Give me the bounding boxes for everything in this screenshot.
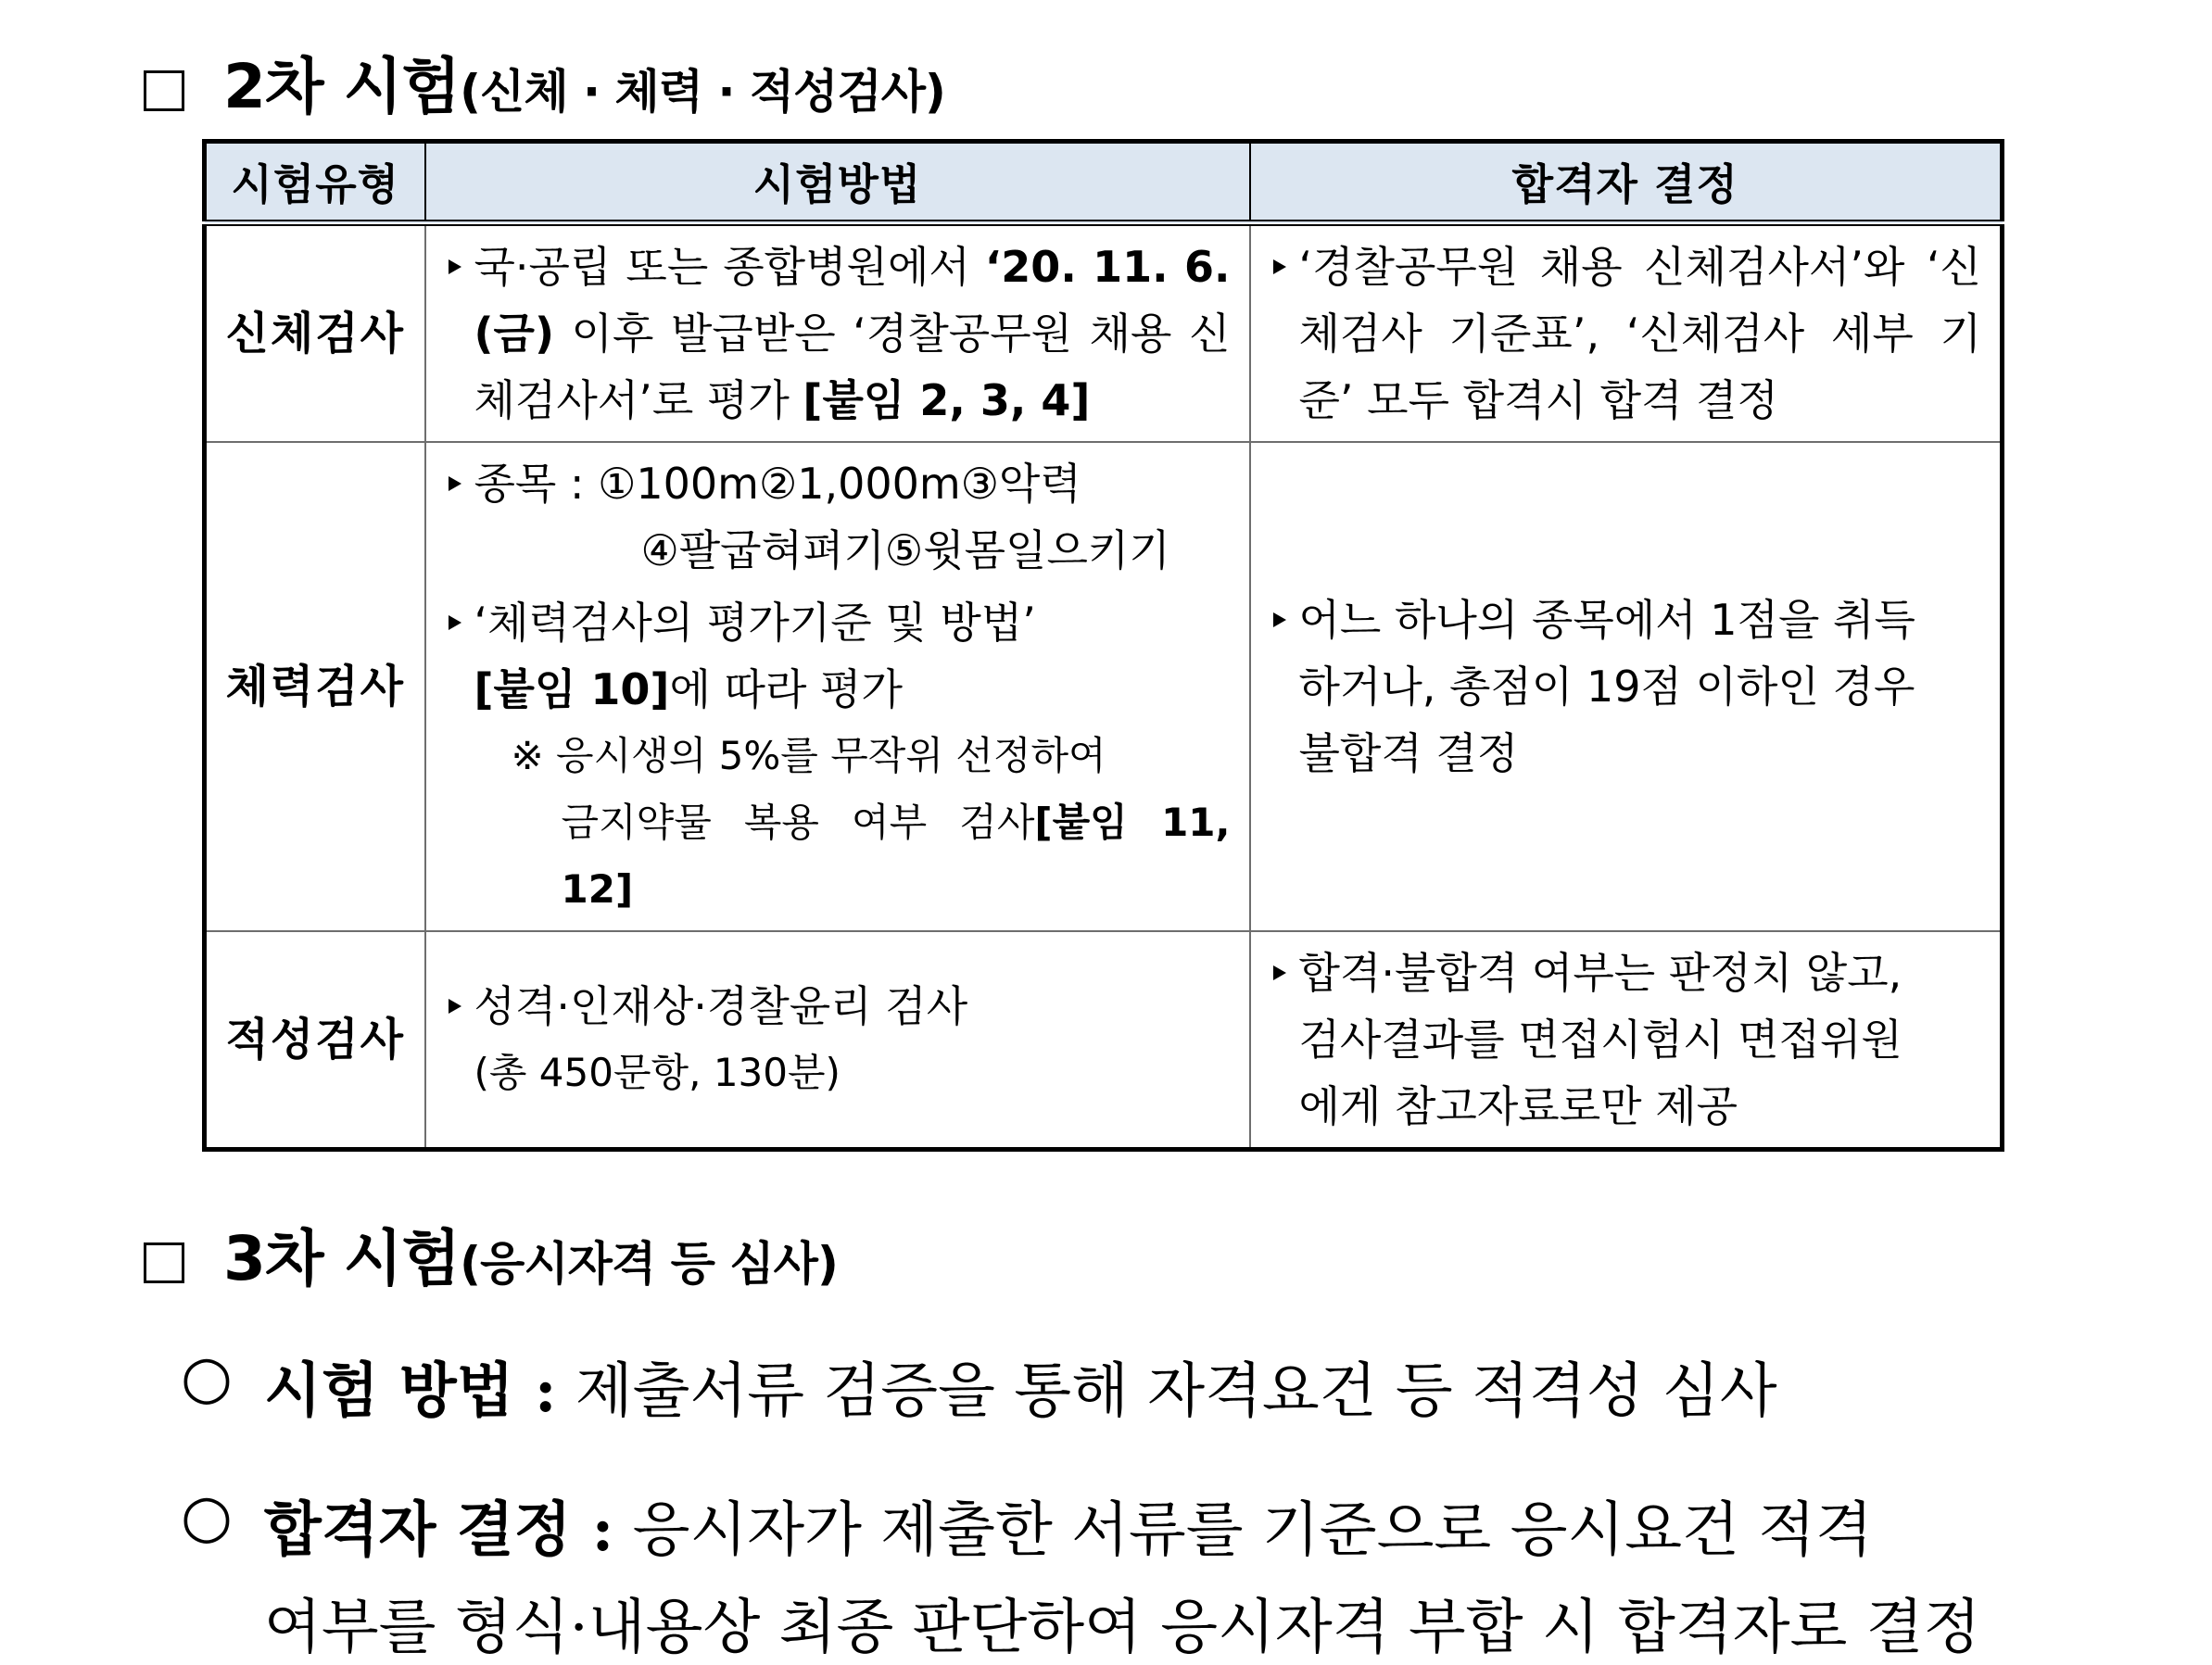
list-item	[1273, 587, 1982, 787]
table-row	[205, 223, 2003, 443]
checkbox-square-icon	[144, 70, 184, 111]
bullet-label: 시험 방법 :	[264, 1356, 557, 1426]
row-type: 체력검사	[205, 442, 425, 931]
exam-table	[202, 139, 2004, 1152]
method-text: 종목 : ①100m②1,000m③악력	[474, 459, 1081, 509]
attachment-ref: [붙임 11, 12]	[561, 800, 1231, 912]
circle-bullet-icon: ○	[181, 1482, 233, 1551]
row-decision	[1250, 223, 2003, 443]
row-method	[425, 442, 1250, 931]
list-item	[1273, 940, 1982, 1140]
bullet-text: 제출서류 검증을 통해 자격요건 등 적격성 심사	[556, 1357, 1777, 1426]
method-text: ‘체력검사의 평가기준 및 방법’	[474, 598, 1036, 648]
decision-text: 하거나, 총점이 19점 이하인 경우	[1298, 662, 1915, 712]
method-text: 국·공립 또는 종합병원에서	[474, 242, 985, 292]
decision-text: 기준’ 모두 합격시 합격 결정	[1298, 309, 1982, 425]
row-decision	[1250, 442, 2003, 931]
list-item	[449, 233, 1231, 434]
list-item	[1273, 233, 1982, 434]
header-exam-method: 시험방법	[425, 142, 1250, 223]
section-2-title: 2차 시험	[223, 51, 461, 122]
method-text: (총 450문항, 130분)	[474, 1050, 841, 1095]
checkbox-square-icon	[144, 1242, 184, 1283]
table-row	[205, 442, 2003, 931]
list-item	[449, 589, 1231, 923]
bullet-text: 응시자가 제출한 서류를 기준으로 응시요건 적격	[613, 1496, 1873, 1565]
decision-text: ‘신체검사 기준표’, ‘신체검사 세부	[1298, 242, 1981, 359]
attachment-ref: [붙임 2, 3, 4]	[803, 375, 1091, 425]
table-header-row	[205, 142, 2003, 223]
row-method	[425, 223, 1250, 443]
note-text: ※ 응시생의 5%를 무작위 선정하여	[511, 733, 1106, 778]
decision-text: 검사결과를 면접시험시 면접위원	[1298, 1015, 1902, 1065]
decision-text: 어느 하나의 종목에서 1점을 취득	[1298, 595, 1915, 645]
method-text: 에 따라 평가	[669, 664, 903, 714]
table-row	[205, 931, 2003, 1150]
section-3-heading	[144, 1209, 838, 1297]
bullet-label: 합격자 결정 :	[264, 1495, 614, 1565]
method-text: 성격·인재상·경찰윤리 검사	[474, 981, 968, 1031]
list-item	[449, 450, 1231, 584]
header-pass-decision: 합격자 결정	[1250, 142, 2003, 223]
decision-text: ‘경찰공무원 채용 신체검사서’와	[1298, 242, 1905, 292]
decision-text: 불합격 결정	[1298, 728, 1519, 778]
section-2-subtitle: (신체 · 체력 · 적성검사)	[460, 65, 945, 119]
decision-text: 합격·불합격 여부는 판정치 않고,	[1298, 948, 1902, 998]
section-2-heading	[144, 37, 945, 125]
list-item	[449, 973, 1231, 1106]
decision-text: 에게 참고자료로만 제공	[1298, 1081, 1738, 1131]
row-decision	[1250, 931, 2003, 1150]
section-3-subtitle: (응시자격 등 심사)	[460, 1237, 838, 1291]
attachment-ref: [붙임 10]	[474, 664, 670, 714]
bullet-exam-method	[181, 1343, 1777, 1429]
circle-bullet-icon: ○	[181, 1343, 233, 1412]
header-exam-type: 시험유형	[205, 142, 425, 223]
method-text: 이후 발급받은 ‘경찰공무원 채용	[571, 309, 1172, 359]
method-text: 신체검사서’로 평가	[474, 309, 1231, 425]
row-type: 적성검사	[205, 931, 425, 1150]
method-date: ‘20. 11. 6.(금)	[474, 242, 1231, 359]
bullet-pass-decision	[181, 1482, 1873, 1568]
bullet-continuation: 여부를 형식·내용상 최종 판단하여 응시자격 부합 시 합격자로 결정	[264, 1594, 1981, 1662]
method-text: ④팔굽혀펴기⑤윗몸일으키기	[640, 525, 1170, 575]
section-3-title: 3차 시험	[223, 1223, 461, 1294]
row-type: 신체검사	[205, 223, 425, 443]
row-method	[425, 931, 1250, 1150]
note-text: 금지약물 복용 여부 검사	[561, 800, 1035, 845]
